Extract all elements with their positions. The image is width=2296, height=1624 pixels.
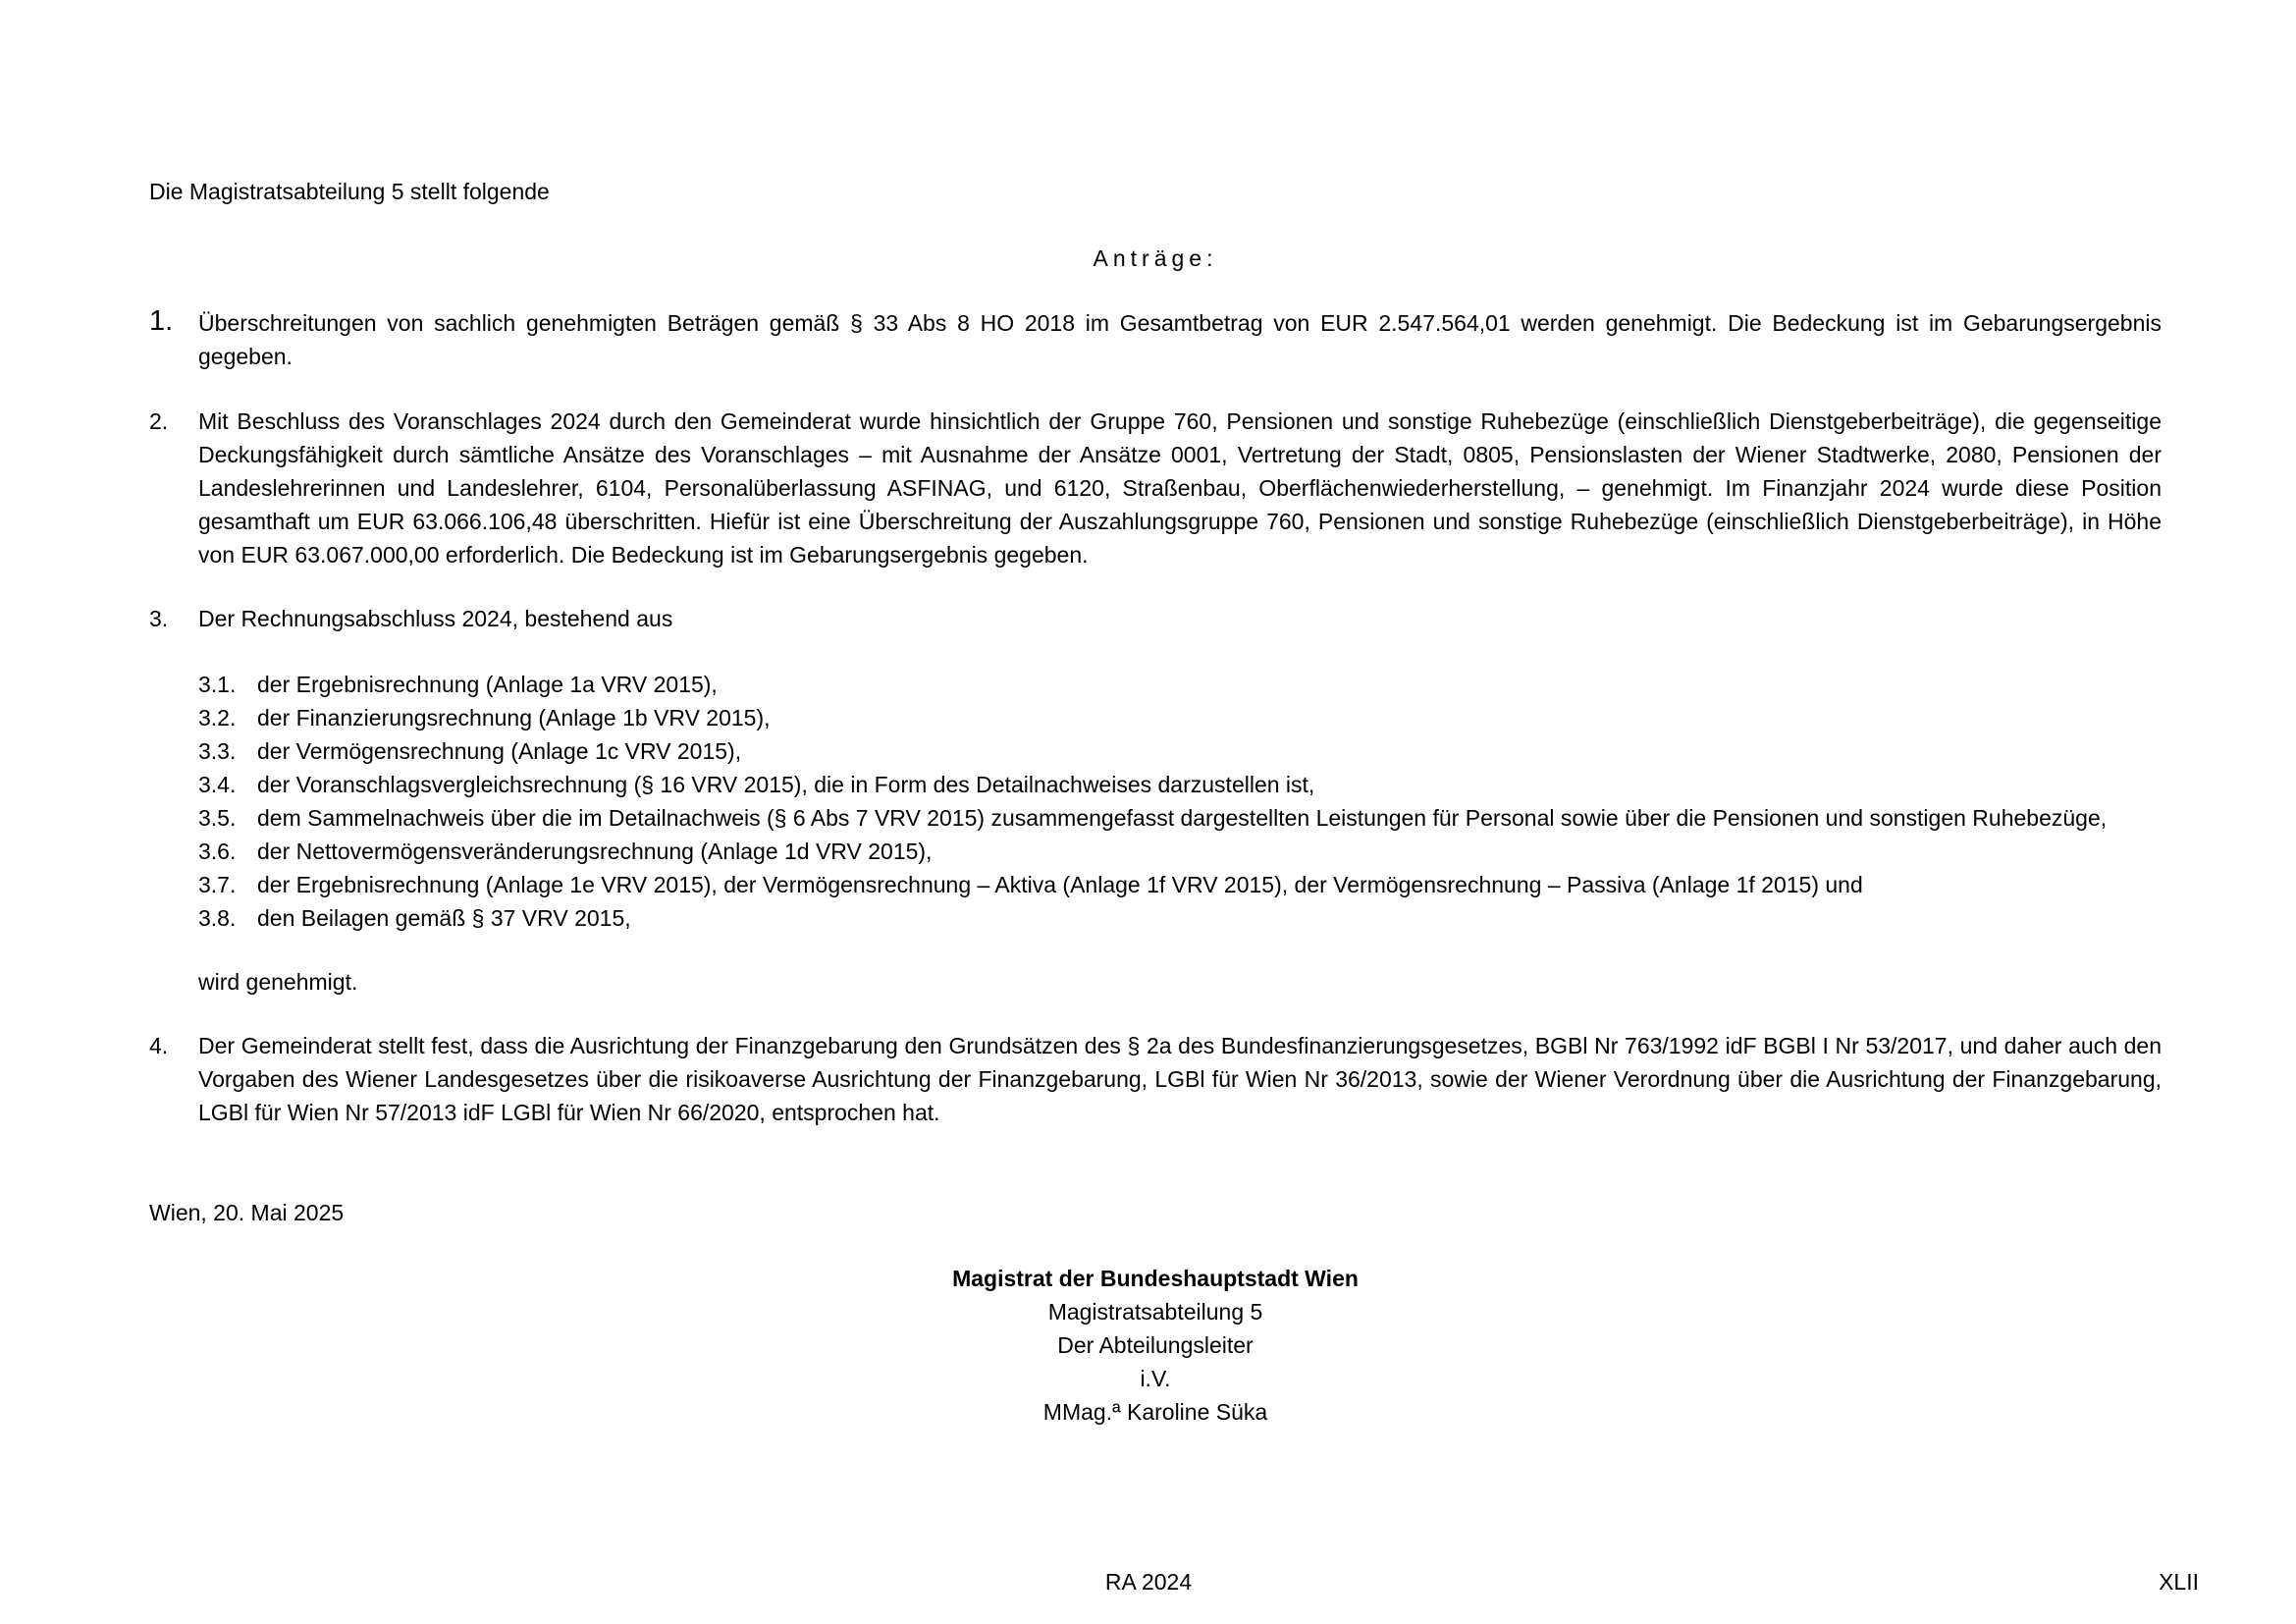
subitem-text: der Ergebnisrechnung (Anlage 1a VRV 2015),	[257, 672, 718, 697]
subitem	[198, 801, 2162, 835]
place-date: Wien, 20. Mai 2025	[149, 1200, 345, 1225]
subitem-number: 3.5.	[198, 805, 237, 831]
page-number: XLII	[2159, 1569, 2199, 1595]
subitem-text: der Ergebnisrechnung (Anlage 1e VRV 2015), der Vermögensrechnung – Aktiva (Anlage 1f VRV 2015), der Vermögensrechnung – Passiva (Anlage 1f 2015) und	[257, 872, 1863, 897]
item-number: 2.	[149, 408, 169, 434]
subitem-text: der Finanzierungsrechnung (Anlage 1b VRV 2015),	[257, 705, 771, 731]
heading-antraege: Anträge:	[1093, 245, 1218, 271]
signature-on-behalf: i.V.	[1140, 1366, 1171, 1391]
subitem-text: der Vermögensrechnung (Anlage 1c VRV 2015),	[257, 738, 742, 764]
subitem	[198, 835, 2162, 868]
subitem-list	[198, 668, 2162, 935]
subitem	[198, 768, 2162, 801]
subitem-text: dem Sammelnachweis über die im Detailnachweis (§ 6 Abs 7 VRV 2015) zusammengefasst dargestellten Leistungen für Personal sowie über die Pensionen und sonstigen Ruhebezüge,	[257, 805, 2108, 831]
subitem	[198, 701, 2162, 734]
item-text: Der Rechnungsabschluss 2024, bestehend aus	[198, 606, 673, 631]
subitem-number: 3.4.	[198, 772, 237, 797]
subitem	[198, 901, 2162, 935]
subitem-text: den Beilagen gemäß § 37 VRV 2015,	[257, 905, 631, 931]
signature-name: MMag.ª Karoline Süka	[1042, 1399, 1268, 1425]
subitem-number: 3.8.	[198, 905, 237, 931]
subitem	[198, 668, 2162, 701]
item-text: Mit Beschluss des Voranschlages 2024 durch den Gemeinderat wurde hinsichtlich der Gruppe 760, Pensionen und sonstige Ruhebezüge (einschließlich Dienstgeberbeiträge), die gegenseitige Deckungsfähigkeit durch sämtliche Ansätze des Voranschlages – mit Ausnahme der Ansätze 0001, Vertretung der Stadt, 0805, Pensionslasten der Wiener Stadtwerke, 2080, Pensionen der Landeslehrerinnen und Landeslehrer, 6104, Personalüberlassung ASFINAG, und 6120, Straßenbau, Oberflächenwiederherstellung, – genehmigt. Im Finanzjahr 2024 wurde diese Position gesamthaft um EUR 63.066.106,48 überschritten. Hiefür ist eine Überschreitung der Auszahlungsgruppe 760, Pensionen und sonstige Ruhebezüge (einschließlich Dienstgeberbeiträge), in Höhe von EUR 63.067.000,00 erforderlich. Die Bedeckung ist im Gebarungsergebnis gegeben.	[198, 408, 2162, 568]
signature-role: Der Abteilungsleiter	[1057, 1332, 1254, 1358]
subitem	[198, 868, 2162, 901]
list-item	[149, 306, 2162, 373]
item-number: 4.	[149, 1033, 169, 1058]
list-item	[149, 1029, 2162, 1129]
signature-block	[149, 1262, 2162, 1429]
subitem-text: der Nettovermögensveränderungsrechnung (Anlage 1d VRV 2015),	[257, 839, 933, 864]
subitem-number: 3.1.	[198, 672, 237, 697]
footer-report-label: RA 2024	[1104, 1569, 1193, 1595]
subitem	[198, 734, 2162, 768]
list-item	[149, 602, 2162, 635]
subitem-number: 3.2.	[198, 705, 237, 731]
subitem-number: 3.6.	[198, 839, 237, 864]
approval-text: wird genehmigt.	[198, 969, 358, 995]
subitem-text: der Voranschlagsvergleichsrechnung (§ 16 VRV 2015), die in Form des Detailnachweises darzustellen ist,	[257, 772, 1315, 797]
intro-text: Die Magistratsabteilung 5 stellt folgende	[149, 179, 550, 204]
list-item	[149, 405, 2162, 571]
item-text: Der Gemeinderat stellt fest, dass die Ausrichtung der Finanzgebarung den Grundsätzen des § 2a des Bundesfinanzierungsgesetzes, BGBl Nr 763/1992 idF BGBl I Nr 53/2017, und daher auch den Vorgaben des Wiener Landesgesetzes über die risikoaverse Ausrichtung der Finanzgebarung, LGBl für Wien Nr 36/2013, sowie der Wiener Verordnung über die Ausrichtung der Finanzgebarung, LGBl für Wien Nr 57/2013 idF LGBl für Wien Nr 66/2020, entsprochen hat.	[198, 1033, 2162, 1125]
signature-department: Magistratsabteilung 5	[1047, 1299, 1263, 1325]
item-number: 3.	[149, 606, 169, 631]
signature-organization: Magistrat der Bundeshauptstadt Wien	[952, 1266, 1359, 1291]
subitem-number: 3.3.	[198, 738, 237, 764]
item-number: 1.	[149, 305, 174, 337]
item-text: Überschreitungen von sachlich genehmigten Beträgen gemäß § 33 Abs 8 HO 2018 im Gesamtbetrag von EUR 2.547.564,01 werden genehmigt. Die Bedeckung ist im Gebarungsergebnis gegeben.	[198, 310, 2162, 369]
subitem-number: 3.7.	[198, 872, 237, 897]
